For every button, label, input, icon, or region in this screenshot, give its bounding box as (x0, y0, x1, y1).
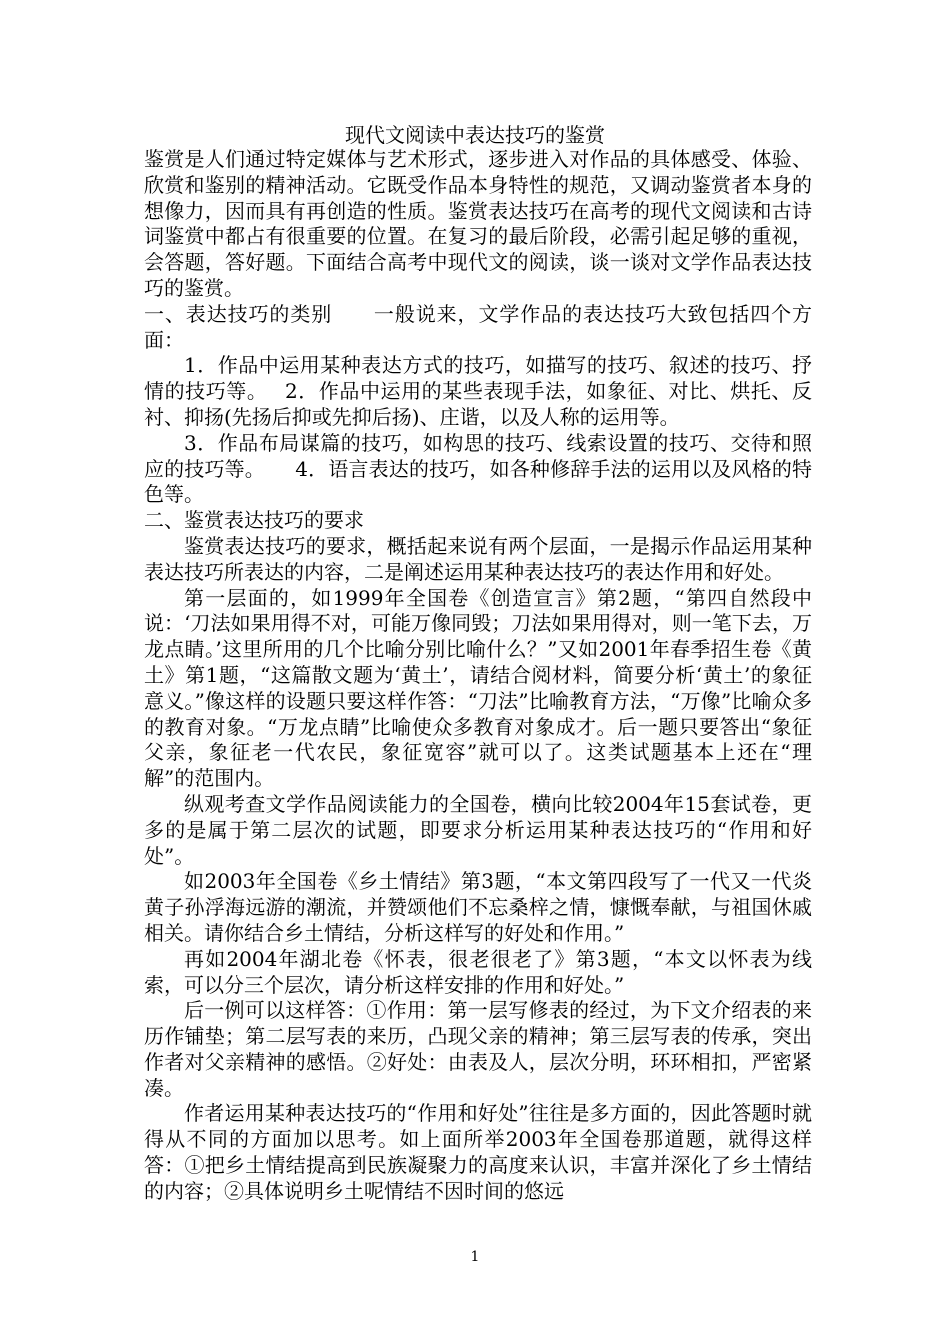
paragraph-categories-1-2: 1．作品中运用某种表达方式的技巧，如描写的技巧、叙述的技巧、抒情的技巧等。 2．作品中运用的某些表现手法，如象征、对比、烘托、反衬、抑扬(先扬后抑或先抑后扬)、庄谐，以及人称的运用等。 (144, 353, 812, 429)
document-body (144, 147, 812, 1205)
paragraph-first-level: 第一层面的，如1999年全国卷《创造宣言》第2题，“第四自然段中说：‘刀法如果用得不对，可能万像同毁；刀法如果用得对，则一笔下去，万龙点睛。’这里所用的几个比喻分别比喻什么？”又如2001年春季招生卷《黄土》第1题，“这篇散文题为‘黄土’，请结合阅材料，简要分析‘黄土’的象征意义。”像这样的设题只要这样作答：“刀法”比喻教育方法，“万像”比喻众多的教育对象。“万龙点睛”比喻使众多教育对象成才。后一题只要答出“象征父亲，象征老一代农民，象征宽容”就可以了。这类试题基本上还在“理解”的范围内。 (144, 585, 812, 791)
page-number: 1 (470, 1249, 480, 1265)
paragraph-example-2003: 如2003年全国卷《乡土情结》第3题，“本文第四段写了一代又一代炎黄子孙浮海远游的潮流，并赞颂他们不忘桑梓之情，慷慨奉献，与祖国休戚相关。请你结合乡土情结，分析这样写的好处和作用。” (144, 869, 812, 945)
paragraph-multiple-aspects: 作者运用某种表达技巧的“作用和好处”往往是多方面的，因此答题时就得从不同的方面加以思考。如上面所举2003年全国卷那道题，就得这样答：①把乡土情结提高到民族凝聚力的高度来认识，丰富并深化了乡土情结的内容；②具体说明乡土呢情结不因时间的悠远 (144, 1101, 812, 1203)
section-heading-requirements: 二、鉴赏表达技巧的要求 (144, 508, 364, 533)
paragraph-overview: 纵观考查文学作品阅读能力的全国卷，横向比较2004年15套试卷，更多的是属于第二层次的试题，即要求分析运用某种表达技巧的“作用和好处”。 (144, 791, 812, 868)
paragraph-answer: 后一例可以这样答：①作用：第一层写修表的经过，为下文介绍表的来历作铺垫；第二层写表的来历，凸现父亲的精神；第三层写表的传承，突出作者对父亲精神的感悟。②好处：由表及人，层次分明，环环相扣，严密紧凑。 (144, 998, 812, 1100)
paragraph-example-2004: 再如2004年湖北卷《怀表，很老很老了》第3题，“本文以怀表为线索，可以分三个层次，请分析这样安排的作用和好处。” (144, 946, 812, 997)
document-title: 现代文阅读中表达技巧的鉴赏 (345, 123, 605, 147)
paragraph-categories-3-4: 3．作品布局谋篇的技巧，如构思的技巧、线索设置的技巧、交待和照应的技巧等。 4．语言表达的技巧，如各种修辞手法的运用以及风格的特色等。 (144, 430, 812, 507)
paragraph-requirements: 鉴赏表达技巧的要求，概括起来说有两个层面，一是揭示作品运用某种表达技巧所表达的内容，二是阐述运用某种表达技巧的表达作用和好处。 (144, 533, 812, 584)
paragraph-intro: 鉴赏是人们通过特定媒体与艺术形式，逐步进入对作品的具体感受、体验、欣赏和鉴别的精神活动。它既受作品本身特性的规范，又调动鉴赏者本身的想像力，因而具有再创造的性质。鉴赏表达技巧在高考的现代文阅读和古诗词鉴赏中都占有很重要的位置。在复习的最后阶段，必需引起足够的重视，会答题，答好题。下面结合高考中现代文的阅读，谈一谈对文学作品表达技巧的鉴赏。 (144, 147, 812, 300)
section-heading-categories: 一、表达技巧的类别 一般说来，文学作品的表达技巧大致包括四个方面： (144, 301, 812, 352)
